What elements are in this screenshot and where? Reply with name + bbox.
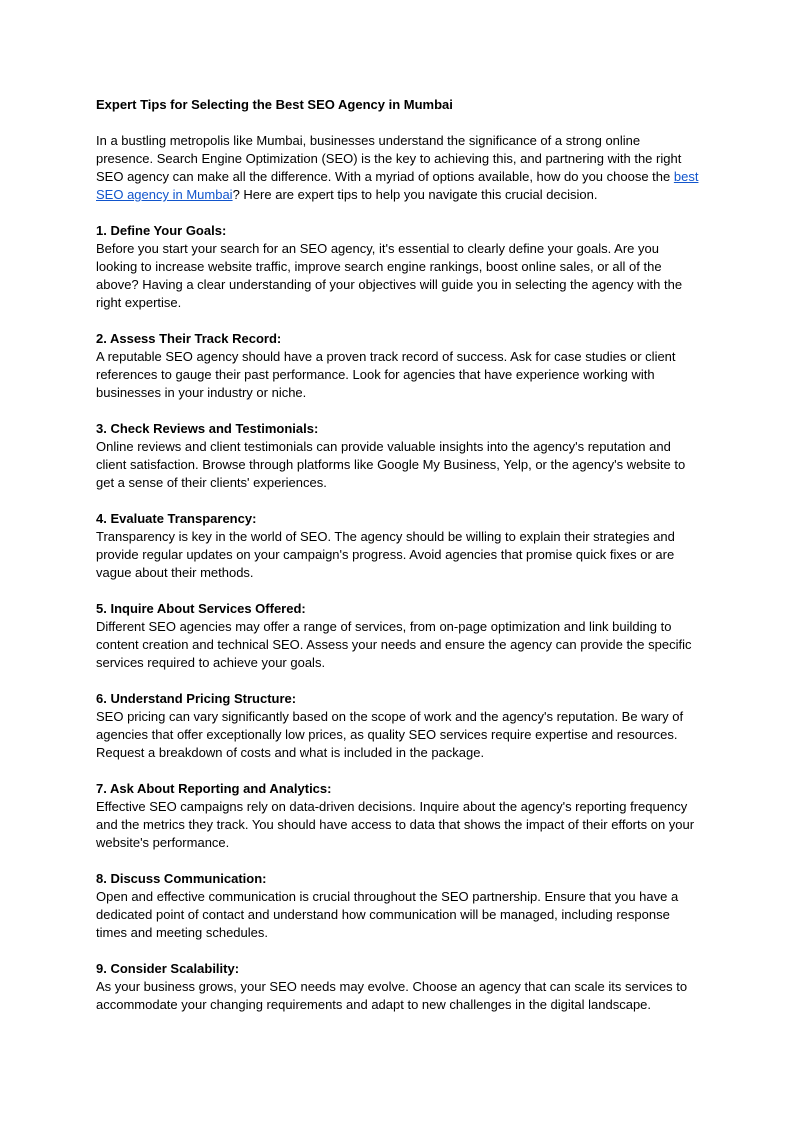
section-scalability: [96, 960, 700, 1014]
document-title: Expert Tips for Selecting the Best SEO Agency in Mumbai: [96, 97, 453, 112]
intro-paragraph: [96, 132, 700, 204]
section-reviews-testimonials: [96, 420, 700, 492]
document-page: [96, 96, 700, 1032]
section-heading: 4. Evaluate Transparency:: [96, 511, 257, 526]
section-heading: 8. Discuss Communication:: [96, 871, 267, 886]
section-body: Before you start your search for an SEO agency, it's essential to clearly define your goals. Are you looking to increase website traffic, improve search engine rankings, boost online sales, or all of the above? Having a clear understanding of your objectives will guide you in selecting the agency with the right expertise.: [96, 241, 683, 310]
section-body: SEO pricing can vary significantly based on the scope of work and the agency's reputation. Be wary of agencies that offer exceptionally low prices, as quality SEO services require expertise and resources. Request a breakdown of costs and what is included in the package.: [96, 709, 684, 760]
section-body: Different SEO agencies may offer a range of services, from on-page optimization and link building to content creation and technical SEO. Assess your needs and ensure the agency can provide the specific services required to achieve your goals.: [96, 619, 692, 670]
section-heading: 3. Check Reviews and Testimonials:: [96, 421, 319, 436]
section-heading: 6. Understand Pricing Structure:: [96, 691, 297, 706]
section-heading: 7. Ask About Reporting and Analytics:: [96, 781, 332, 796]
section-body: Transparency is key in the world of SEO. The agency should be willing to explain their strategies and provide regular updates on your campaign's progress. Avoid agencies that promise quick fixes or are vague about their methods.: [96, 529, 675, 580]
section-transparency: [96, 510, 700, 582]
intro-text-after-link: ? Here are expert tips to help you navigate this crucial decision.: [232, 187, 598, 202]
best-seo-agency-link[interactable]: best SEO agency in Mumbai: [96, 169, 699, 202]
section-body: A reputable SEO agency should have a proven track record of success. Ask for case studies or client references to gauge their past performance. Look for agencies that have experience working with businesses in your industry or niche.: [96, 349, 676, 400]
section-define-goals: [96, 222, 700, 312]
section-heading: 9. Consider Scalability:: [96, 961, 240, 976]
section-body: Online reviews and client testimonials can provide valuable insights into the agency's reputation and client satisfaction. Browse through platforms like Google My Business, Yelp, or the agency's website to get a sense of their clients' experiences.: [96, 439, 686, 490]
section-track-record: [96, 330, 700, 402]
section-heading: 2. Assess Their Track Record:: [96, 331, 282, 346]
section-body: Open and effective communication is crucial throughout the SEO partnership. Ensure that you have a dedicated point of contact and understand how communication will be managed, including response times and meeting schedules.: [96, 889, 679, 940]
section-pricing-structure: [96, 690, 700, 762]
section-communication: [96, 870, 700, 942]
section-heading: 5. Inquire About Services Offered:: [96, 601, 306, 616]
section-reporting-analytics: [96, 780, 700, 852]
section-heading: 1. Define Your Goals:: [96, 223, 227, 238]
intro-text-before-link: In a bustling metropolis like Mumbai, businesses understand the significance of a strong online presence. Search Engine Optimization (SEO) is the key to achieving this, and partnering with the right SEO agency can make all the difference. With a myriad of options available, how do you choose the: [96, 133, 682, 184]
section-body: As your business grows, your SEO needs may evolve. Choose an agency that can scale its services to accommodate your changing requirements and adapt to new challenges in the digital landscape.: [96, 979, 688, 1012]
section-services-offered: [96, 600, 700, 672]
section-body: Effective SEO campaigns rely on data-driven decisions. Inquire about the agency's reporting frequency and the metrics they track. You should have access to data that shows the impact of their efforts on your website's performance.: [96, 799, 695, 850]
